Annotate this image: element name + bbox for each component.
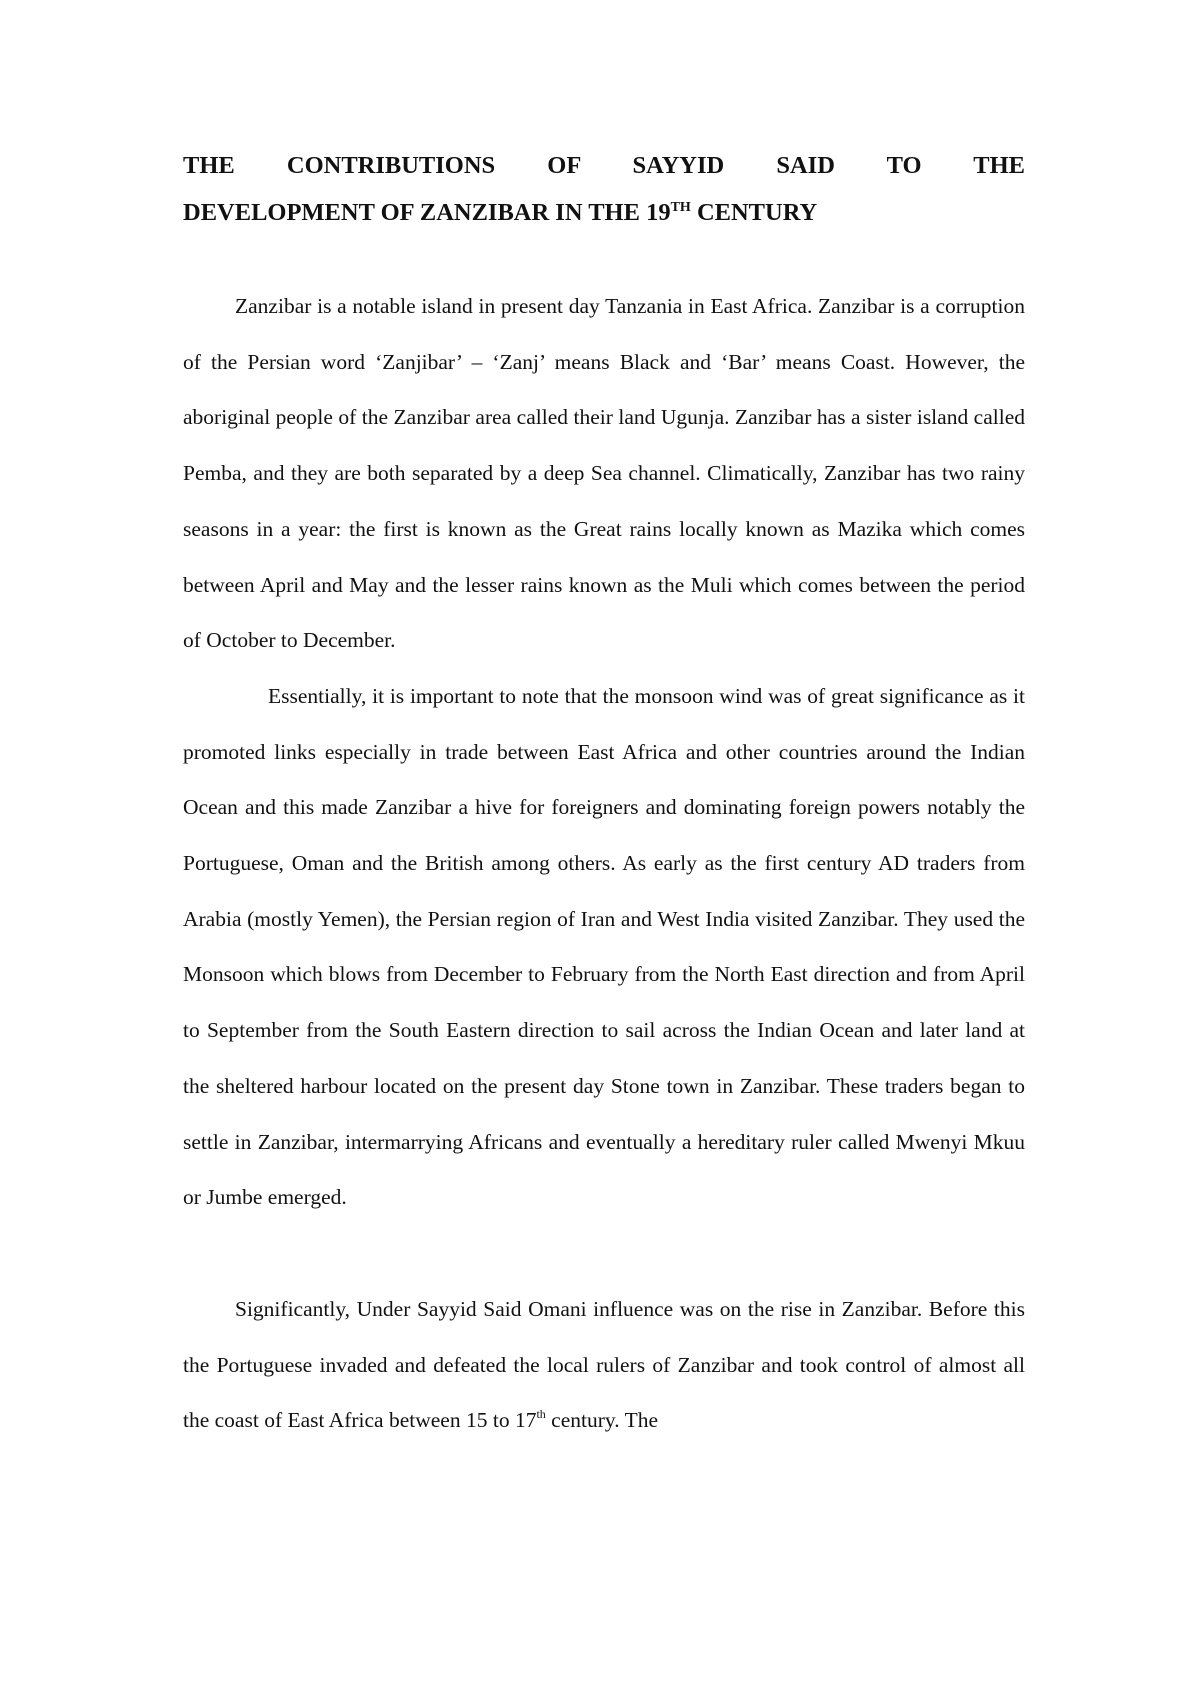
- paragraph-3-text: Significantly, Under Sayyid Said Omani influence was on the rise in Zanzibar. Before this the Portuguese invaded and defeated the local rulers of Zanzibar and took control of almost all the coast of East Africa between 15 to 17: [183, 1296, 1025, 1433]
- title-line-1: THE CONTRIBUTIONS OF SAYYID SAID TO THE: [183, 152, 1025, 179]
- paragraph-3-end: century. The: [545, 1408, 659, 1433]
- document-body: [183, 142, 1025, 1449]
- paragraph-1: Zanzibar is a notable island in present day Tanzania in East Africa. Zanzibar is a corruption of the Persian word ‘Zanjibar’ – ‘Zanj’ means Black and ‘Bar’ means Coast. However, the aboriginal people of the Zanzibar area called their land Ugunja. Zanzibar has a sister island called Pemba, and they are both separated by a deep Sea channel. Climatically, Zanzibar has two rainy seasons in a year: the first is known as the Great rains locally known as Mazika which comes between April and May and the lesser rains known as the Muli which comes between the period of October to December.: [183, 294, 1025, 653]
- title-line-2-text: DEVELOPMENT OF ZANZIBAR IN THE 19: [183, 199, 671, 226]
- title-line-2: [183, 199, 817, 226]
- title-superscript: TH: [670, 200, 691, 215]
- document-title: [183, 142, 1025, 236]
- title-line-2-end: CENTURY: [690, 199, 818, 226]
- paragraph-3: [183, 1282, 1025, 1449]
- paragraph-3-superscript: th: [536, 1407, 546, 1422]
- paragraph-2: Essentially, it is important to note that the monsoon wind was of great significance as it promoted links especially in trade between East Africa and other countries around the Indian Ocean and this made Zanzibar a hive for foreigners and dominating foreign powers notably the Portuguese, Oman and the British among others. As early as the first century AD traders from Arabia (mostly Yemen), the Persian region of Iran and West India visited Zanzibar. They used the Monsoon which blows from December to February from the North East direction and from April to September from the South Eastern direction to sail across the Indian Ocean and later land at the sheltered harbour located on the present day Stone town in Zanzibar. These traders began to settle in Zanzibar, intermarrying Africans and eventually a hereditary ruler called Mwenyi Mkuu or Jumbe emerged.: [183, 683, 1025, 1210]
